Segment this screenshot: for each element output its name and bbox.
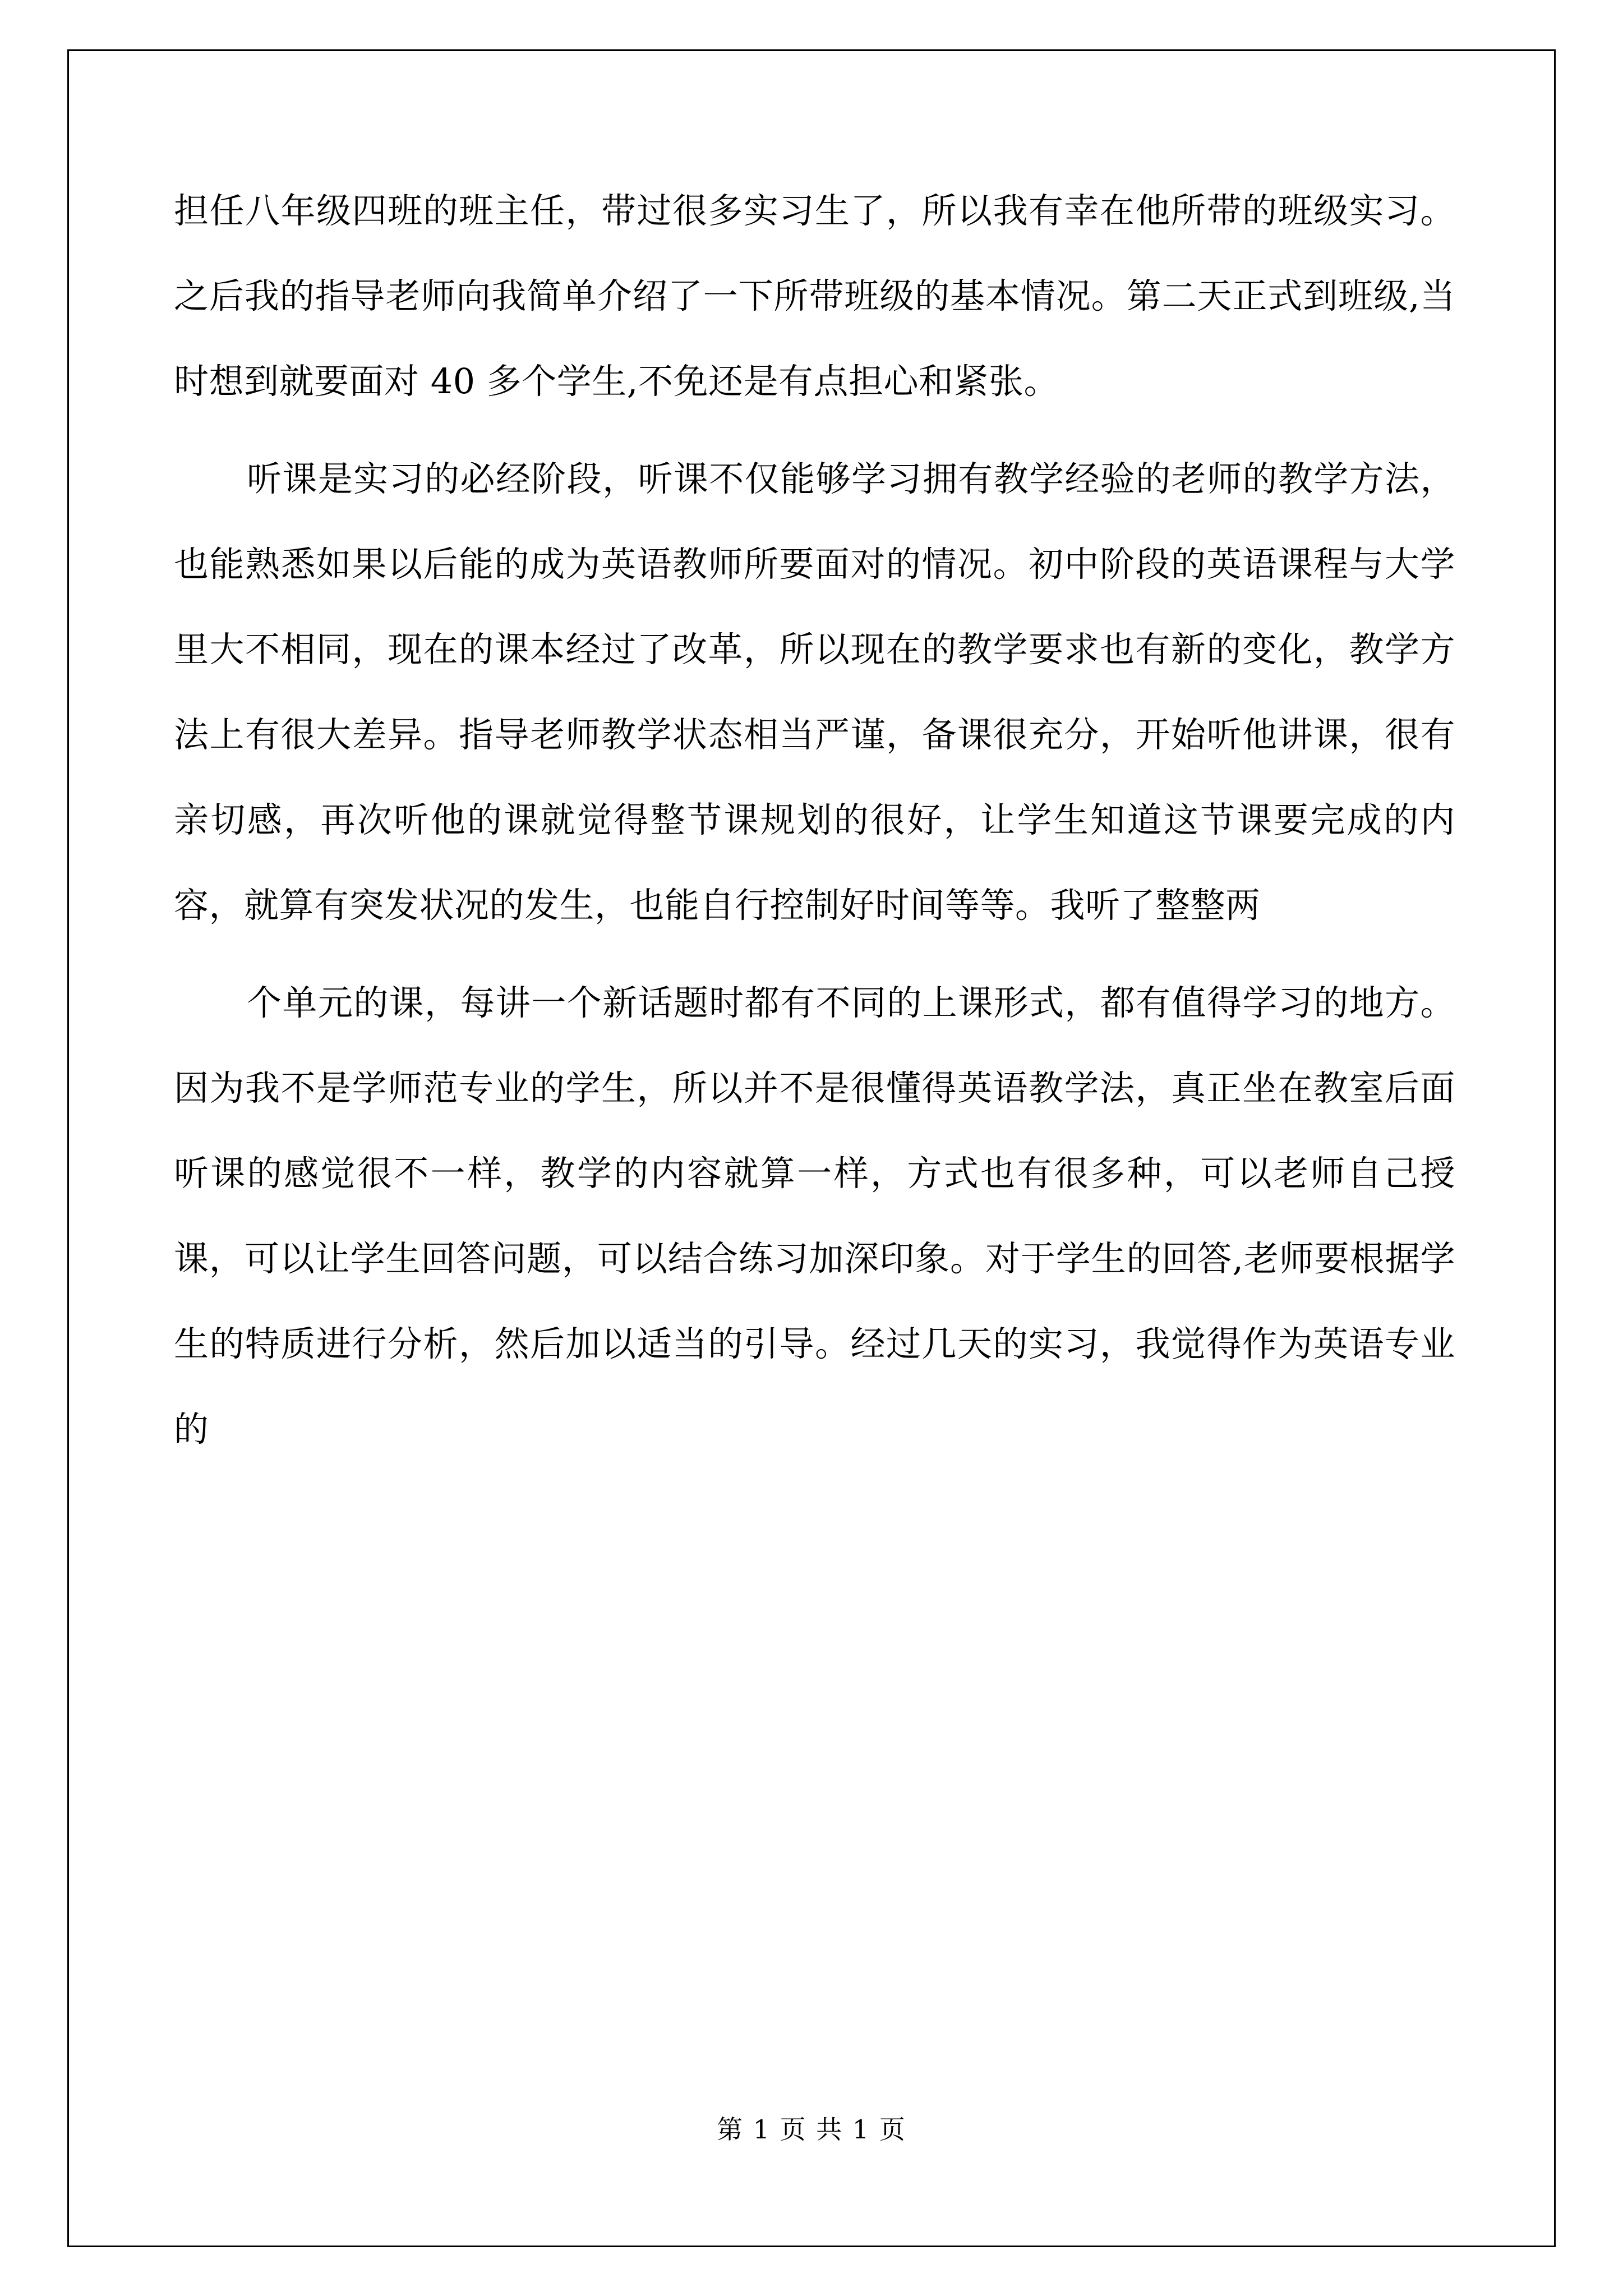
paragraph-2: 听课是实习的必经阶段，听课不仅能够学习拥有教学经验的老师的教学方法，也能熟悉如果以后能的成为英语教师所要面对的情况。初中阶段的英语课程与大学里大不相同，现在的课本经过了改革，所以现在的教学要求也有新的变化，教学方法上有很大差异。指导老师教学状态相当严谨，备课很充分，开始听他讲课，很有亲切感，再次听他的课就觉得整节课规划的很好，让学生知道这节课要完成的内容，就算有突发状况的发生，也能自行控制好时间等等。我听了整整两 (174, 458, 1455, 926)
document-body (174, 168, 1455, 1484)
paragraph-3: 个单元的课，每讲一个新话题时都有不同的上课形式，都有值得学习的地方。因为我不是学师范专业的学生，所以并不是很懂得英语教学法，真正坐在教室后面听课的感觉很不一样，教学的内容就算一样，方式也有很多种，可以老师自己授课，可以让学生回答问题，可以结合练习加深印象。对于学生的回答,老师要根据学生的特质进行分析，然后加以适当的引导。经过几天的实习，我觉得作为英语专业的 (174, 982, 1455, 1450)
paragraph-1: 担任八年级四班的班主任，带过很多实习生了，所以我有幸在他所带的班级实习。之后我的指导老师向我简单介绍了一下所带班级的基本情况。第二天正式到班级,当时想到就要面对 40 多个学生,不免还是有点担心和紧张。 (174, 190, 1455, 402)
page-footer: 第 1 页 共 1 页 (717, 2114, 906, 2145)
